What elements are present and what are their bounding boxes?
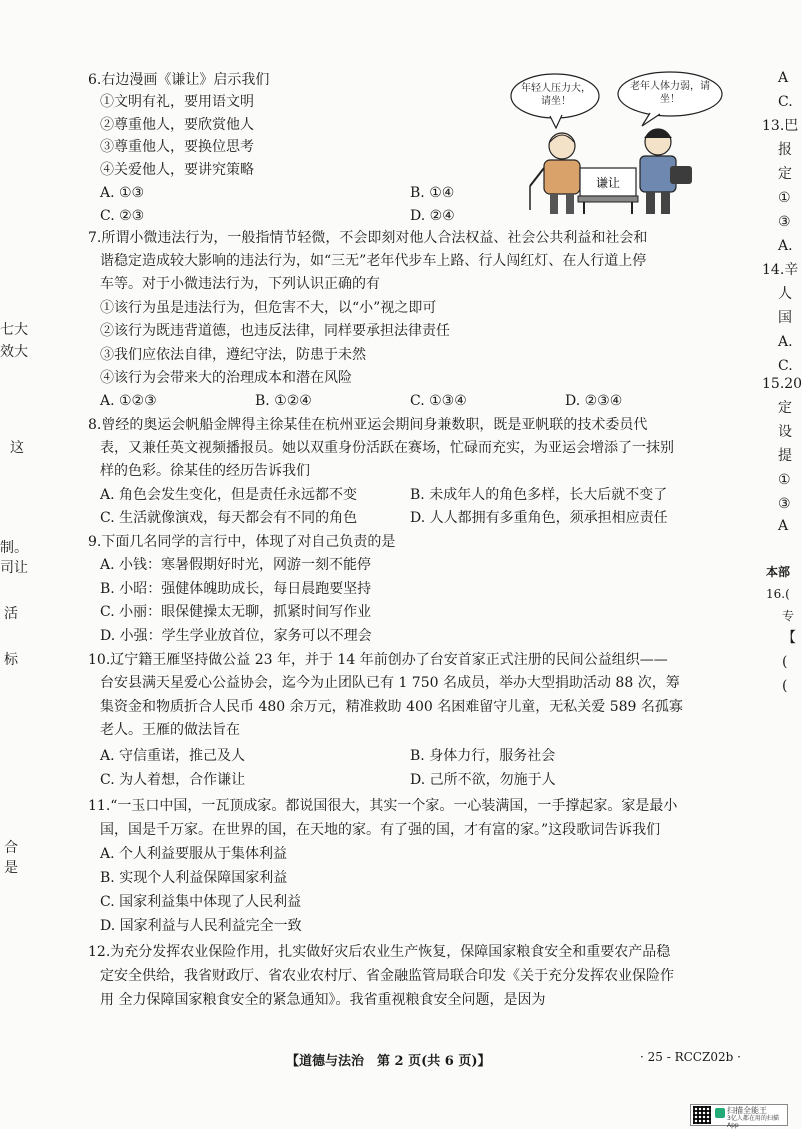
choice-option: B. 小昭：强健体魄助成长，每日晨跑要坚持 — [100, 581, 372, 597]
right-edge-fragment: ① — [778, 190, 791, 206]
question-stem: 12.为充分发挥农业保险作用，扎实做好灾后农业生产恢复，保障国家粮食安全和重要农产品稳 — [88, 944, 671, 960]
right-edge-fragment: A. — [778, 238, 793, 254]
scanner-watermark — [690, 1104, 788, 1129]
choice-option: A. 守信重诺，推己及人 — [100, 748, 246, 764]
scanner-logo-icon — [715, 1108, 725, 1118]
right-edge-fragment: C. — [778, 94, 793, 110]
page-footer-code: · 25 - RCCZ02b · — [640, 1050, 741, 1064]
right-edge-fragment: A. — [778, 334, 793, 350]
statement-item: ④该行为会带来大的治理成本和潜在风险 — [100, 370, 352, 386]
right-edge-fragment: A — [778, 70, 789, 86]
statement-item: ③尊重他人，要换位思考 — [100, 139, 254, 155]
question-stem: 国，国是千万家。在世界的国，在天地的家。有了强的国，才有富的家。”这段歌词告诉我们 — [100, 822, 661, 838]
statement-item: ③我们应依法自律，遵纪守法，防患于未然 — [100, 347, 366, 363]
qr-code-icon — [693, 1106, 711, 1124]
right-edge-fragment: ( — [782, 654, 788, 670]
left-edge-fragment: 标 — [4, 652, 18, 668]
choice-option: D. 小强：学生学业放首位，家务可以不理会 — [100, 628, 372, 644]
question-stem: 11.“一玉口中国，一瓦顶成家。都说国很大，其实一个家。一心装满国，一手撑起家。家是最小 — [88, 798, 678, 814]
choice-option: B. ①④ — [410, 185, 455, 201]
choice-option: D. 国家利益与人民利益完全一致 — [100, 918, 302, 934]
choice-option: C. 为人着想，合作谦让 — [100, 772, 246, 788]
right-edge-fragment: 报 — [778, 142, 792, 158]
comic-illustration — [510, 68, 730, 218]
left-edge-fragment: 七大 — [0, 322, 28, 338]
right-edge-fragment: C. — [778, 358, 793, 374]
choice-option: C. 国家利益集中体现了人民利益 — [100, 894, 302, 910]
question-stem: 9.下面几名同学的言行中，体现了对自己负责的是 — [88, 534, 396, 550]
question-stem: 定安全供给，我省财政厅、省农业农村厅、省金融监管局联合印发《关于充分发挥农业保险作 — [100, 968, 674, 984]
choice-option: B. 身体力行，服务社会 — [410, 748, 556, 764]
question-stem: 表，又兼任英文视频播报员。她以双重身份活跃在赛场，忙碌而充实，为亚运会增添了一抹别 — [100, 440, 674, 456]
statement-item: ①文明有礼，要用语文明 — [100, 94, 254, 110]
choice-option: C. ②③ — [100, 208, 145, 224]
right-edge-fragment: 14.辛 — [762, 262, 799, 278]
right-edge-fragment: 定 — [778, 400, 792, 416]
choice-option: C. ①③④ — [410, 393, 467, 409]
choice-option: A. 小钱：寒暑假期好时光，网游一刻不能停 — [100, 557, 372, 573]
right-edge-fragment: 人 — [778, 286, 792, 302]
choice-option: B. 实现个人利益保障国家利益 — [100, 870, 288, 886]
question-stem: 集资金和物质折合人民币 480 余万元，精准救助 400 名困难留守儿童，无私关爱 589 名孤寡 — [100, 699, 683, 715]
choice-option: D. ②④ — [410, 208, 455, 224]
question-stem: 谐稳定造成较大影响的违法行为，如“三无”老年代步车上路、行人闯红灯、在人行道上停 — [100, 253, 647, 269]
statement-item: ④关爱他人，要讲究策略 — [100, 162, 254, 178]
choice-option: A. ①②③ — [100, 393, 157, 409]
choice-option: A. 角色会发生变化，但是责任永远都不变 — [100, 487, 358, 503]
left-edge-fragment: 是 — [4, 860, 18, 876]
left-edge-fragment: 这 — [10, 440, 24, 456]
question-stem: 8.曾经的奥运会帆船金牌得主徐某佳在杭州亚运会期间身兼数职，既是亚帆联的技术委员代 — [88, 417, 648, 433]
speech-bubble-left: 年轻人压力大，请坐！ — [521, 83, 591, 107]
scanner-brand: 扫描全能王 — [727, 1106, 767, 1115]
choice-option: C. 小丽：眼保健操太无聊，抓紧时间写作业 — [100, 604, 372, 620]
right-edge-fragment: A — [778, 518, 789, 534]
question-stem: 用 全力保障国家粮食安全的紧急通知》。我省重视粮食安全问题，是因为 — [100, 992, 546, 1008]
right-edge-fragment: 国 — [778, 310, 792, 326]
page-footer-title: 【道德与法治 第 2 页(共 6 页)】 — [286, 1054, 491, 1069]
right-edge-fragment: ① — [778, 472, 791, 488]
question-stem: 6.右边漫画《谦让》启示我们 — [88, 72, 270, 88]
choice-option: A. 个人利益要服从于集体利益 — [100, 846, 288, 862]
choice-option: B. ①②④ — [255, 393, 312, 409]
left-edge-fragment: 司让 — [0, 560, 28, 576]
right-edge-fragment: 设 — [778, 424, 792, 440]
right-edge-fragment: 15.20 — [762, 376, 802, 392]
bench-sign: 谦让 — [595, 176, 621, 190]
right-edge-fragment: ③ — [778, 496, 791, 512]
choice-option: B. 未成年人的角色多样，长大后就不变了 — [410, 487, 668, 503]
scanner-tagline: 3亿人都在用的扫描App — [727, 1115, 779, 1129]
left-edge-fragment: 活 — [4, 606, 18, 622]
question-stem: 老人。王雁的做法旨在 — [100, 722, 240, 738]
right-edge-fragment: ( — [782, 678, 788, 694]
choice-option: D. 己所不欲，勿施于人 — [410, 772, 556, 788]
left-edge-fragment: 制。 — [0, 540, 28, 556]
speech-bubble-right: 老年人体力弱，请坐！ — [630, 81, 710, 105]
right-edge-fragment: 专 — [782, 609, 795, 623]
right-edge-fragment: 定 — [778, 166, 792, 182]
right-edge-fragment: 【 — [782, 630, 796, 646]
statement-item: ①该行为虽是违法行为，但危害不大，以“小”视之即可 — [100, 300, 437, 316]
statement-item: ②该行为既违背道德，也违反法律，同样要承担法律责任 — [100, 323, 450, 339]
right-edge-fragment: 提 — [778, 448, 792, 464]
question-stem: 10.辽宁籍王雁坚持做公益 23 年，并于 14 年前创办了台安首家正式注册的民间公益组织—— — [88, 652, 668, 668]
choice-option: D. ②③④ — [565, 393, 623, 409]
statement-item: ②尊重他人，要欣赏他人 — [100, 117, 254, 133]
choice-option: C. 生活就像演戏，每天都会有不同的角色 — [100, 510, 358, 526]
question-stem: 车等。对于小微违法行为，下列认识正确的有 — [100, 276, 380, 292]
right-edge-fragment: 13.巴 — [762, 118, 799, 134]
right-edge-fragment: 本部 — [766, 565, 791, 579]
right-edge-fragment: 16.( — [766, 587, 790, 601]
choice-option: A. ①③ — [100, 185, 145, 201]
left-edge-fragment: 效大 — [0, 344, 28, 360]
choice-option: D. 人人都拥有多重角色，须承担相应责任 — [410, 510, 668, 526]
question-stem: 7.所谓小微违法行为，一般指情节轻微，不会即刻对他人合法权益、社会公共利益和社会和 — [88, 230, 648, 246]
question-stem: 台安县满天星爱心公益协会，迄今为止团队已有 1 750 名成员，举办大型捐助活动 88 次，筹 — [100, 675, 680, 691]
right-edge-fragment: ③ — [778, 214, 791, 230]
left-edge-fragment: 合 — [4, 840, 18, 856]
question-stem: 样的色彩。徐某佳的经历告诉我们 — [100, 463, 310, 479]
